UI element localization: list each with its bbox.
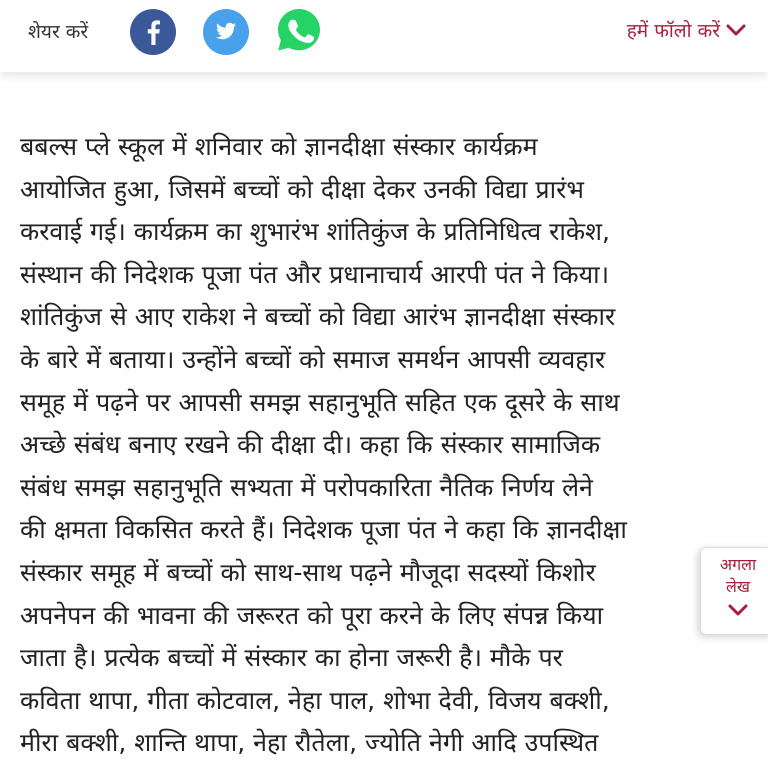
chevron-down-icon [727,602,749,618]
follow-us-label: हमें फॉलो करें [626,20,720,42]
next-article-label-1: अगला [719,555,757,574]
follow-us-button[interactable] [627,17,746,43]
article-line: कविता थापा, गीता कोटवाल, नेहा पाल, शोभा देवी, विजय बक्शी, [20,685,610,715]
article-line: आयोजित हुआ, जिसमें बच्चों को दीक्षा देकर उनकी विद्या प्रारंभ [20,174,584,204]
next-article-button[interactable] [700,547,768,635]
article-line: समूह में पढ़ने पर आपसी समझ सहानुभूति सहित एक दूसरे के साथ [20,387,620,417]
article-line: अच्छे संबंध बनाए रखने की दीक्षा दी। कहा कि संस्कार सामाजिक [20,430,601,460]
next-article-label-2: लेख [726,577,750,596]
article-line: की क्षमता विकसित करते हैं। निदेशक पूजा पंत ने कहा कि ज्ञानदीक्षा [20,515,627,545]
article-line: संबंध समझ सहानुभूति सभ्यता में परोपकारिता नैतिक निर्णय लेने [20,472,593,502]
article-line: संस्कार समूह में बच्चों को साथ-साथ पढ़ने मौजूदा सदस्यों किशोर [20,557,596,587]
article-line: संस्थान की निदेशक पूजा पंत और प्रधानाचार्य आरपी पंत ने किया। [20,259,610,289]
share-label: शेयर करें [28,21,89,43]
article-line: मीरा बक्शी, शान्ति थापा, नेहा रौतेला, ज्योति नेगी आदि उपस्थित [20,728,599,758]
whatsapp-icon[interactable] [275,6,323,54]
article-line: करवाई गई। कार्यक्रम का शुभारंभ शांतिकुंज के प्रतिनिधित्व राकेश, [20,217,610,247]
article-body [20,126,760,765]
twitter-icon[interactable] [203,9,249,55]
facebook-icon[interactable] [130,9,176,55]
article-line: जाता है। प्रत्येक बच्चों में संस्कार का होना जरूरी है। मौके पर [20,643,563,673]
article-line: शांतिकुंज से आए राकेश ने बच्चों को विद्या आरंभ ज्ञानदीक्षा संस्कार [20,302,616,332]
article-line: बबल्स प्ले स्कूल में शनिवार को ज्ञानदीक्षा संस्कार कार्यक्रम [20,132,538,161]
article-line: के बारे में बताया। उन्होंने बच्चों को समाज समर्थन आपसी व्यवहार [20,344,606,374]
chevron-down-icon [726,23,746,37]
article-line: अपनेपन की भावना की जरूरत को पूरा करने के लिए संपन्न किया [20,600,604,630]
share-bar [0,0,768,72]
